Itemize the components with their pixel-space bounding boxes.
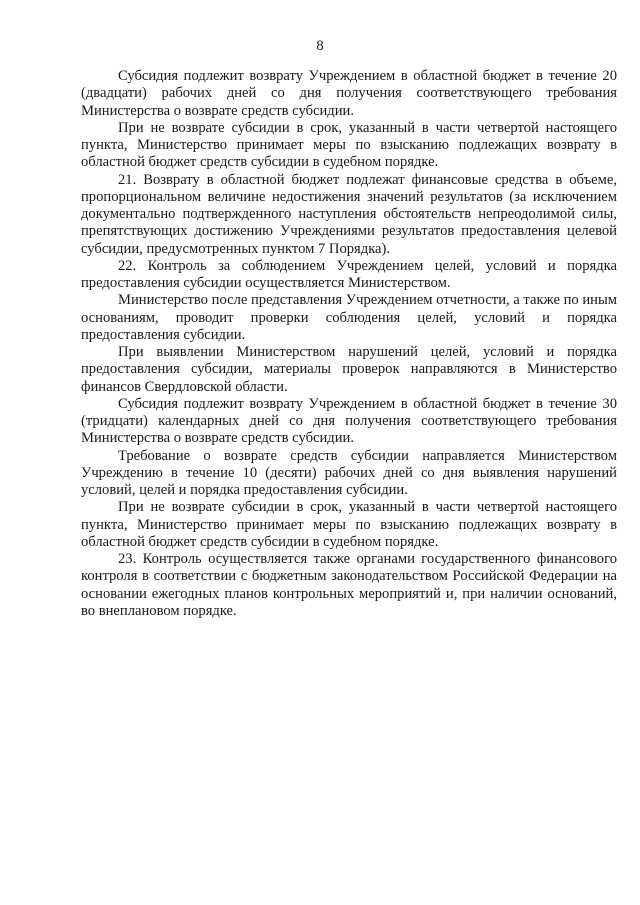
paragraph-clause-23: 23. Контроль осуществляется также органами государственного финансового контроля в соответствии с бюджетным законодательством Российской Федерации на основании ежегодных планов контрольных мероприятий и, при наличии оснований, во внеплановом порядке.: [81, 551, 617, 619]
page-number: 8: [316, 38, 324, 54]
paragraph-clause-21: 21. Возврату в областной бюджет подлежат финансовые средства в объеме, пропорциональном величине недостижения значений результатов (за исключением документально подтвержденного наступления обстоятельств непреодолимой силы, препятствующих достижению Учреждениями результатов предоставления целевой субсидии, предусмотренных пунктом 7 Порядка).: [81, 171, 617, 257]
paragraph-non-return-judicial-1: При не возврате субсидии в срок, указанный в части четвертой настоящего пункта, Министерство принимает меры по взысканию подлежащих возврату в областной бюджет средств субсидии в судебном порядке.: [81, 119, 617, 171]
paragraph-violations-detected: При выявлении Министерством нарушений целей, условий и порядка предоставления субсидии, материалы проверок направляются в Министерство финансов Свердловской области.: [81, 344, 617, 395]
paragraph-clause-22: 22. Контроль за соблюдением Учреждением целей, условий и порядка предоставления субсидии осуществляется Министерством.: [81, 257, 617, 291]
document-body: [81, 68, 617, 620]
paragraph-refund-30-days: Субсидия подлежит возврату Учреждением в областной бюджет в течение 30 (тридцати) календарных дней со дня получения соответствующего требования Министерства о возврате средств субсидии.: [81, 395, 617, 447]
paragraph-non-return-judicial-2: При не возврате субсидии в срок, указанный в части четвертой настоящего пункта, Министерство принимает меры по взысканию подлежащих возврату в областной бюджет средств субсидии в судебном порядке.: [81, 499, 617, 550]
paragraph-refund-demand: Требование о возврате средств субсидии направляется Министерством Учреждению в течение 10 (десяти) рабочих дней со дня выявления нарушений условий, целей и порядка предоставления субсидии.: [81, 447, 617, 498]
paragraph-refund-20-days: Субсидия подлежит возврату Учреждением в областной бюджет в течение 20 (двадцати) рабочих дней со дня получения соответствующего требования Министерства о возврате средств субсидии.: [81, 68, 617, 119]
paragraph-ministry-inspections: Министерство после представления Учреждением отчетности, а также по иным основаниям, проводит проверки соблюдения целей, условий и порядка предоставления субсидии.: [81, 292, 617, 343]
